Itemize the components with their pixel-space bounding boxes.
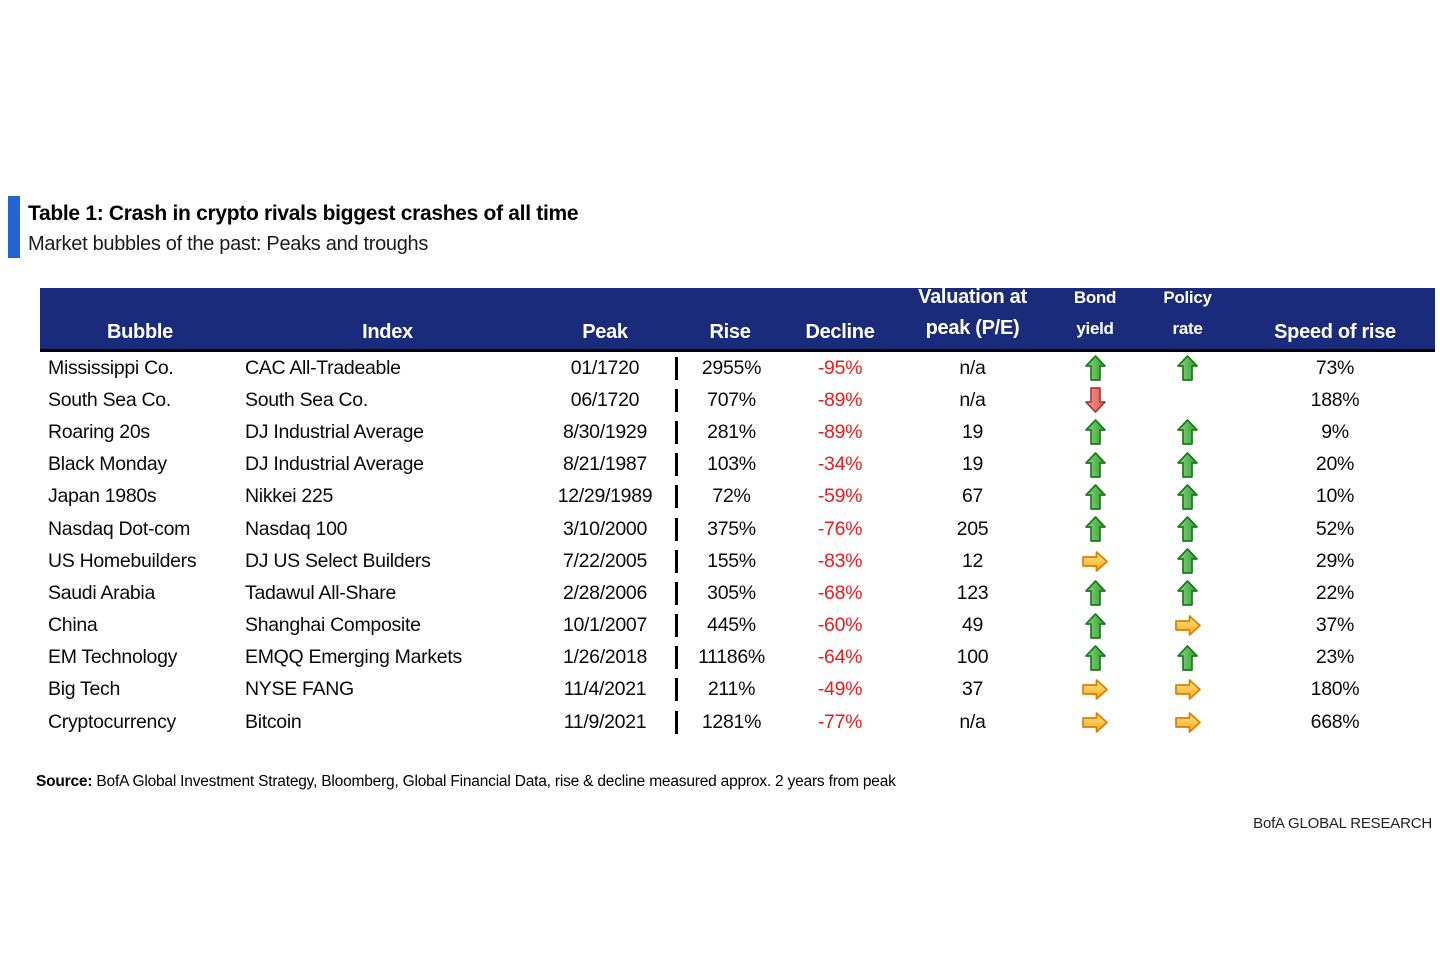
policy-rate-cell xyxy=(1140,355,1235,381)
bond-yield-cell xyxy=(1050,355,1140,381)
header-valuation-line2: peak (P/E) xyxy=(925,317,1020,339)
bubble-cell: Black Monday xyxy=(48,453,167,476)
source-label: Source: xyxy=(36,773,93,790)
index-cell: DJ Industrial Average xyxy=(245,453,424,476)
bond-yield-cell xyxy=(1050,645,1140,671)
rise-cell: 2955% xyxy=(675,357,785,380)
speed-cell: 52% xyxy=(1315,517,1355,540)
rise-cell: 155% xyxy=(675,550,785,573)
policy-rate-cell xyxy=(1140,516,1235,542)
bubble-cell: China xyxy=(48,614,98,637)
policy-rate-cell xyxy=(1140,484,1235,510)
table-row xyxy=(40,416,1435,448)
rise-cell: 1281% xyxy=(675,711,785,734)
up-arrow-icon xyxy=(1177,452,1198,478)
table-row xyxy=(40,545,1435,577)
speed-cell: 188% xyxy=(1310,388,1360,411)
valuation-cell: 49 xyxy=(961,614,984,637)
rise-cell: 305% xyxy=(675,582,785,605)
header-valuation xyxy=(895,282,1050,344)
speed-cell: 37% xyxy=(1315,614,1355,637)
valuation-cell: 19 xyxy=(961,420,984,443)
peak-cell: 01/1720 xyxy=(570,356,640,379)
up-arrow-icon xyxy=(1177,419,1198,445)
peak-cell: 7/22/2005 xyxy=(562,549,648,572)
decline-cell: -77% xyxy=(817,710,863,733)
table-row xyxy=(40,706,1435,738)
table-row xyxy=(40,642,1435,674)
bubble-cell: Cryptocurrency xyxy=(48,710,177,733)
source-note xyxy=(36,773,896,791)
up-arrow-icon xyxy=(1177,548,1198,574)
header-policy-line1: Policy xyxy=(1163,288,1212,307)
right-arrow-icon xyxy=(1082,712,1108,733)
bubble-cell: Saudi Arabia xyxy=(48,581,155,604)
table-row xyxy=(40,449,1435,481)
index-cell: NYSE FANG xyxy=(245,678,354,701)
speed-cell: 668% xyxy=(1310,710,1360,733)
up-arrow-icon xyxy=(1085,516,1106,542)
peak-cell: 8/21/1987 xyxy=(562,453,648,476)
table-row xyxy=(40,513,1435,545)
peak-cell: 11/9/2021 xyxy=(563,710,647,733)
right-arrow-icon xyxy=(1082,679,1108,700)
bubble-cell: EM Technology xyxy=(48,646,178,669)
index-cell: Tadawul All-Share xyxy=(245,581,396,604)
market-bubbles-table xyxy=(40,288,1435,738)
up-arrow-icon xyxy=(1177,516,1198,542)
up-arrow-icon xyxy=(1085,355,1106,381)
header-policy-rate xyxy=(1140,282,1235,344)
peak-cell: 11/4/2021 xyxy=(563,678,647,701)
valuation-cell: 100 xyxy=(956,646,989,669)
bond-yield-cell xyxy=(1050,580,1140,606)
valuation-cell: 37 xyxy=(961,678,984,701)
policy-rate-cell xyxy=(1140,645,1235,671)
policy-rate-cell xyxy=(1140,580,1235,606)
table-title-block xyxy=(8,196,578,258)
valuation-cell: 67 xyxy=(961,485,984,508)
policy-rate-cell xyxy=(1140,419,1235,445)
valuation-cell: n/a xyxy=(959,356,986,379)
peak-cell: 1/26/2018 xyxy=(562,646,648,669)
index-cell: Shanghai Composite xyxy=(245,614,421,637)
peak-cell: 06/1720 xyxy=(570,388,640,411)
up-arrow-icon xyxy=(1177,580,1198,606)
table-row xyxy=(40,610,1435,642)
up-arrow-icon xyxy=(1085,580,1106,606)
decline-cell: -68% xyxy=(817,581,863,604)
table-title: Table 1: Crash in crypto rivals biggest crashes of all time xyxy=(28,202,579,225)
index-cell: DJ US Select Builders xyxy=(245,549,431,572)
decline-cell: -60% xyxy=(817,614,863,637)
header-speed-of-rise: Speed of rise xyxy=(1274,321,1396,343)
title-accent-bar xyxy=(8,196,20,258)
right-arrow-icon xyxy=(1175,712,1201,733)
speed-cell: 73% xyxy=(1315,356,1355,379)
header-bond-line1: Bond xyxy=(1073,288,1117,307)
header-bond-line2: yield xyxy=(1076,319,1114,338)
table-header-row xyxy=(40,288,1435,352)
rise-cell: 445% xyxy=(675,614,785,637)
decline-cell: -64% xyxy=(817,646,863,669)
table-row xyxy=(40,481,1435,513)
rise-cell: 11186% xyxy=(675,646,785,669)
speed-cell: 20% xyxy=(1315,453,1355,476)
up-arrow-icon xyxy=(1085,645,1106,671)
speed-cell: 22% xyxy=(1315,581,1355,604)
table-subtitle: Market bubbles of the past: Peaks and troughs xyxy=(28,233,429,255)
rise-cell: 707% xyxy=(675,389,785,412)
speed-cell: 9% xyxy=(1321,420,1349,443)
peak-cell: 8/30/1929 xyxy=(562,420,648,443)
rise-cell: 72% xyxy=(675,485,785,508)
decline-cell: -95% xyxy=(817,356,863,379)
valuation-cell: n/a xyxy=(959,388,986,411)
valuation-cell: 12 xyxy=(961,549,984,572)
bond-yield-cell xyxy=(1050,613,1140,639)
down-arrow-icon xyxy=(1085,387,1106,413)
valuation-cell: 205 xyxy=(956,517,989,540)
index-cell: Bitcoin xyxy=(245,710,302,733)
speed-cell: 180% xyxy=(1310,678,1360,701)
bond-yield-cell xyxy=(1050,419,1140,445)
header-decline: Decline xyxy=(805,321,875,343)
index-cell: DJ Industrial Average xyxy=(245,420,424,443)
decline-cell: -89% xyxy=(817,388,863,411)
header-peak: Peak xyxy=(582,321,628,343)
index-cell: CAC All-Tradeable xyxy=(245,356,401,379)
valuation-cell: n/a xyxy=(959,710,986,733)
rise-cell: 375% xyxy=(675,518,785,541)
title-text-group xyxy=(28,196,578,258)
bond-yield-cell xyxy=(1050,679,1140,700)
bubble-cell: Roaring 20s xyxy=(48,420,150,443)
right-arrow-icon xyxy=(1175,615,1201,636)
index-cell: Nasdaq 100 xyxy=(245,517,348,540)
up-arrow-icon xyxy=(1085,452,1106,478)
peak-cell: 12/29/1989 xyxy=(557,485,653,508)
bubble-cell: Big Tech xyxy=(48,678,121,701)
bond-yield-cell xyxy=(1050,484,1140,510)
valuation-cell: 123 xyxy=(956,581,989,604)
policy-rate-cell xyxy=(1140,615,1235,636)
decline-cell: -83% xyxy=(817,549,863,572)
rise-cell: 103% xyxy=(675,453,785,476)
decline-cell: -89% xyxy=(817,420,863,443)
table-row xyxy=(40,577,1435,609)
up-arrow-icon xyxy=(1085,484,1106,510)
index-cell: South Sea Co. xyxy=(245,388,368,411)
policy-rate-cell xyxy=(1140,548,1235,574)
rise-cell: 211% xyxy=(675,678,785,701)
rise-cell: 281% xyxy=(675,421,785,444)
policy-rate-cell xyxy=(1140,712,1235,733)
right-arrow-icon xyxy=(1082,551,1108,572)
bond-yield-cell xyxy=(1050,452,1140,478)
policy-rate-cell xyxy=(1140,452,1235,478)
header-index: Index xyxy=(362,321,413,343)
table-row xyxy=(40,352,1435,384)
header-policy-line2: rate xyxy=(1172,319,1203,338)
speed-cell: 23% xyxy=(1315,646,1355,669)
up-arrow-icon xyxy=(1177,484,1198,510)
peak-cell: 10/1/2007 xyxy=(562,614,648,637)
decline-cell: -34% xyxy=(817,453,863,476)
bubble-cell: US Homebuilders xyxy=(48,549,197,572)
right-arrow-icon xyxy=(1175,679,1201,700)
table-body xyxy=(40,352,1435,738)
index-cell: EMQQ Emerging Markets xyxy=(245,646,462,669)
bond-yield-cell xyxy=(1050,551,1140,572)
bubble-cell: Nasdaq Dot-com xyxy=(48,517,191,540)
header-rise: Rise xyxy=(709,321,751,343)
up-arrow-icon xyxy=(1177,355,1198,381)
bubble-cell: Mississippi Co. xyxy=(48,356,174,379)
source-text: BofA Global Investment Strategy, Bloomberg, Global Financial Data, rise & decline measured approx. 2 years from peak xyxy=(92,773,896,790)
decline-cell: -76% xyxy=(817,517,863,540)
table-row xyxy=(40,384,1435,416)
bond-yield-cell xyxy=(1050,387,1140,413)
up-arrow-icon xyxy=(1177,645,1198,671)
header-bond-yield xyxy=(1050,282,1140,344)
header-valuation-line1: Valuation at xyxy=(918,286,1027,308)
bubble-cell: South Sea Co. xyxy=(48,388,171,411)
bond-yield-cell xyxy=(1050,516,1140,542)
policy-rate-cell xyxy=(1140,679,1235,700)
up-arrow-icon xyxy=(1085,419,1106,445)
valuation-cell: 19 xyxy=(961,453,984,476)
table-row xyxy=(40,674,1435,706)
research-brand: BofA GLOBAL RESEARCH xyxy=(1253,815,1432,832)
speed-cell: 10% xyxy=(1315,485,1355,508)
header-bubble: Bubble xyxy=(107,321,173,343)
bond-yield-cell xyxy=(1050,712,1140,733)
peak-cell: 3/10/2000 xyxy=(562,517,648,540)
peak-cell: 2/28/2006 xyxy=(562,581,648,604)
bubble-cell: Japan 1980s xyxy=(48,485,157,508)
decline-cell: -49% xyxy=(817,678,863,701)
speed-cell: 29% xyxy=(1315,549,1355,572)
up-arrow-icon xyxy=(1085,613,1106,639)
decline-cell: -59% xyxy=(817,485,863,508)
index-cell: Nikkei 225 xyxy=(245,485,334,508)
